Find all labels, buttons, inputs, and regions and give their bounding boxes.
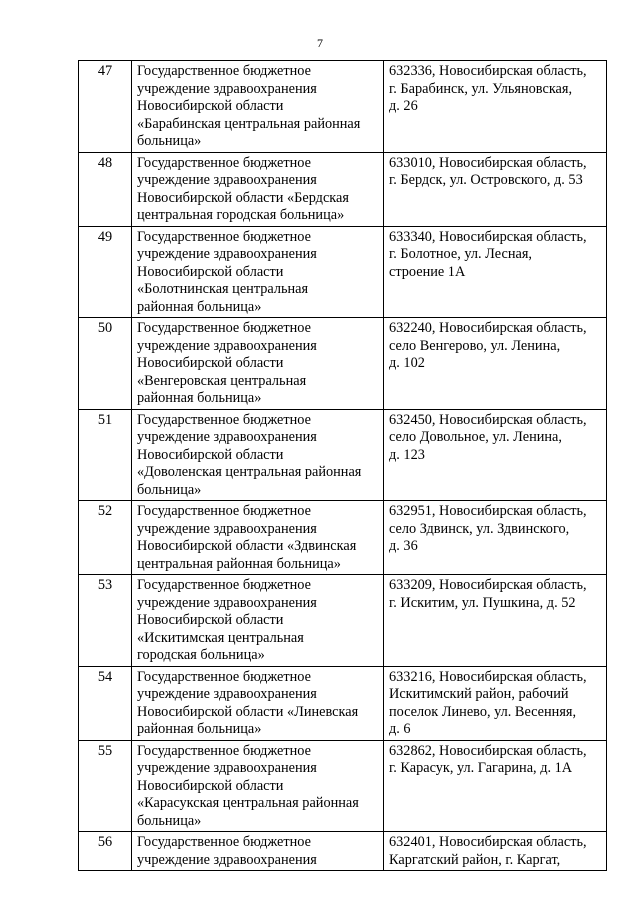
address-cell: 633209, Новосибирская область, г. Искитим, ул. Пушкина, д. 52 [384, 575, 607, 667]
institution-name-cell: Государственное бюджетное учреждение здравоохранения Новосибирской области «Линевская районная больница» [132, 666, 384, 740]
institution-name-cell: Государственное бюджетное учреждение здравоохранения Новосибирской области «Барабинская центральная районная больница» [132, 61, 384, 153]
table-row [79, 318, 607, 410]
address-cell: 632450, Новосибирская область, село Довольное, ул. Ленина, д. 123 [384, 409, 607, 501]
institution-name-cell: Государственное бюджетное учреждение здравоохранения Новосибирской области «Здвинская центральная районная больница» [132, 501, 384, 575]
address-cell: 632336, Новосибирская область, г. Барабинск, ул. Ульяновская, д. 26 [384, 61, 607, 153]
institution-name-cell: Государственное бюджетное учреждение здравоохранения Новосибирской области «Бердская центральная городская больница» [132, 152, 384, 226]
table-row [79, 740, 607, 832]
row-number-cell: 51 [79, 409, 132, 501]
institutions-table [78, 60, 607, 871]
institution-name-cell: Государственное бюджетное учреждение здравоохранения Новосибирской области «Карасукская центральная районная больница» [132, 740, 384, 832]
table-row [79, 152, 607, 226]
row-number-cell: 53 [79, 575, 132, 667]
table-row [79, 409, 607, 501]
table-row [79, 666, 607, 740]
address-cell: 633340, Новосибирская область, г. Болотное, ул. Лесная, строение 1А [384, 226, 607, 318]
institution-name-cell: Государственное бюджетное учреждение здравоохранения Новосибирской области «Венгеровская центральная районная больница» [132, 318, 384, 410]
row-number-cell: 49 [79, 226, 132, 318]
table-row [79, 61, 607, 153]
row-number-cell: 48 [79, 152, 132, 226]
institution-name-cell: Государственное бюджетное учреждение здравоохранения Новосибирской области «Болотнинская центральная районная больница» [132, 226, 384, 318]
row-number-cell: 52 [79, 501, 132, 575]
table-row [79, 832, 607, 871]
address-cell: 633216, Новосибирская область, Искитимский район, рабочий поселок Линево, ул. Весенняя, д. 6 [384, 666, 607, 740]
row-number-cell: 54 [79, 666, 132, 740]
institution-name-cell: Государственное бюджетное учреждение здравоохранения Новосибирской области «Доволенская центральная районная больница» [132, 409, 384, 501]
address-cell: 632862, Новосибирская область, г. Карасук, ул. Гагарина, д. 1А [384, 740, 607, 832]
row-number-cell: 50 [79, 318, 132, 410]
row-number-cell: 55 [79, 740, 132, 832]
address-cell: 632240, Новосибирская область, село Венгерово, ул. Ленина, д. 102 [384, 318, 607, 410]
table-row [79, 226, 607, 318]
table-row [79, 575, 607, 667]
row-number-cell: 56 [79, 832, 132, 871]
page-number: 7 [317, 36, 323, 50]
address-cell: 632401, Новосибирская область, Каргатский район, г. Каргат, [384, 832, 607, 871]
address-cell: 633010, Новосибирская область, г. Бердск, ул. Островского, д. 53 [384, 152, 607, 226]
institution-name-cell: Государственное бюджетное учреждение здравоохранения Новосибирской области «Искитимская центральная городская больница» [132, 575, 384, 667]
row-number-cell: 47 [79, 61, 132, 153]
address-cell: 632951, Новосибирская область, село Здвинск, ул. Здвинского, д. 36 [384, 501, 607, 575]
table-row [79, 501, 607, 575]
institution-name-cell: Государственное бюджетное учреждение здравоохранения [132, 832, 384, 871]
